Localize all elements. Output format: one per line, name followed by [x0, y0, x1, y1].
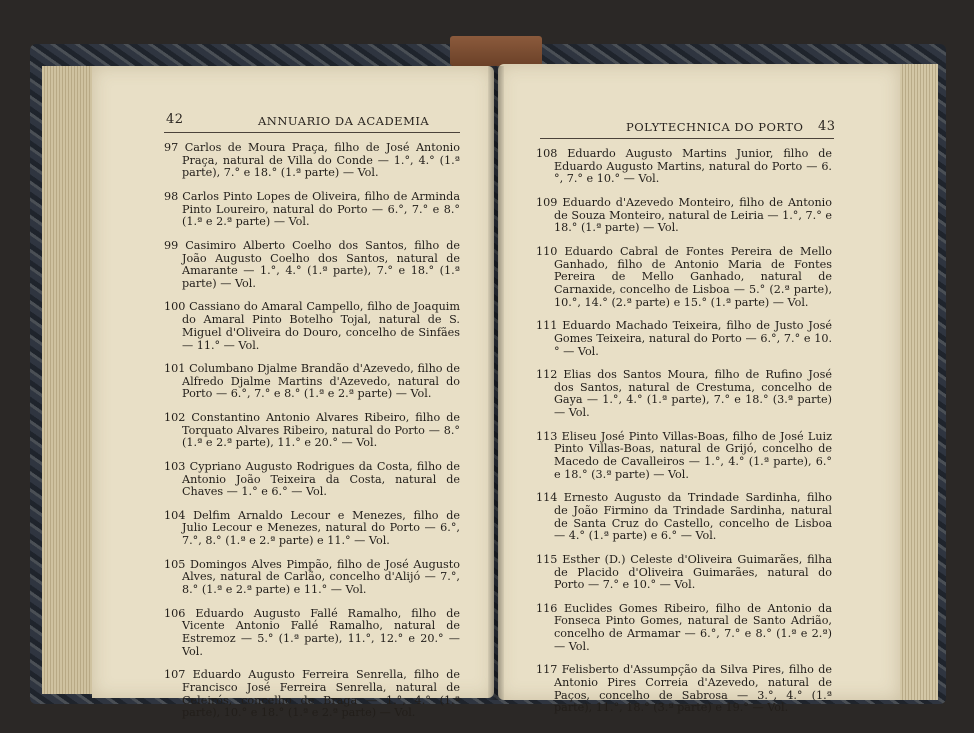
right-running-head: POLYTECHNICA DO PORTO — [626, 120, 804, 134]
entry-text: Esther (D.) Celeste d'Oliveira Guimarães, filha de Placido d'Oliveira Guimarães, natural do Porto — 7.° e 10.° — Vol. — [554, 552, 832, 592]
entry-number: 104 — [164, 508, 186, 522]
right-page-number: 43 — [818, 119, 836, 134]
entry-number: 99 — [164, 238, 179, 252]
entry-text: Eduardo Machado Teixeira, filho de Justo José Gomes Teixeira, natural do Porto — 6.°, 7.° e 10.° — Vol. — [554, 319, 832, 358]
entry-text: Casimiro Alberto Coelho dos Santos, filho de João Augusto Coelho dos Santos, natural de Amarante — 1.°, 4.° (1.ª parte), 7.° e 18.° (1.ª parte) — Vol. — [182, 238, 460, 290]
entry — [536, 320, 832, 358]
entry — [164, 142, 460, 180]
book-gutter — [488, 66, 504, 700]
entry — [536, 148, 832, 186]
entry — [536, 369, 832, 420]
entry — [164, 669, 460, 720]
entry-number: 101 — [164, 362, 186, 376]
entry-number: 102 — [164, 410, 186, 424]
entry-number: 116 — [536, 601, 558, 615]
entry-number: 111 — [536, 319, 558, 333]
entry-text: Euclides Gomes Ribeiro, filho de Antonio da Fonseca Pinto Gomes, natural de Santo Adrião, concelho de Armamar — 6.°, 7.° e 8.° (1.ª e 2.ª) — Vol. — [554, 601, 832, 653]
entry-text: Carlos Pinto Lopes de Oliveira, filho de Arminda Pinto Loureiro, natural do Porto — 6.°, 7.° e 8.° (1.ª e 2.ª parte) — Vol. — [182, 189, 461, 229]
entry-number: 106 — [164, 606, 186, 620]
entry-number: 100 — [164, 300, 186, 314]
entry-number: 108 — [536, 147, 558, 160]
entry-number: 114 — [536, 491, 558, 505]
entry — [536, 603, 832, 654]
right-header-rule — [540, 138, 834, 139]
entry-text: Eduardo Augusto Martins Junior, filho de Eduardo Augusto Martins, natural do Porto — 6.°, 7.° e 10.° — Vol. — [554, 147, 832, 186]
entry — [164, 363, 460, 401]
entry-text: Delfim Arnaldo Lecour e Menezes, filho de Julio Lecour e Menezes, natural do Porto — 6.°, 7.°, 8.° (1.ª e 2.ª parte) e 11.° — Vol. — [182, 508, 460, 548]
entry-text: Eduardo Cabral de Fontes Pereira de Mello Ganhado, filho de Antonio Maria de Fontes Pereira de Mello Ganhado, natural de Carnaxide, concelho de Lisboa — 5.° (2.ª parte), 10.°, 14.° (2.ª parte) e 15.° (1.ª parte) — Vol. — [554, 244, 832, 309]
entry-text: Constantino Antonio Alvares Ribeiro, filho de Torquato Alvares Ribeiro, natural do Porto — 8.° (1.ª e 2.ª parte), 11.° e 20.° — Vol. — [182, 410, 460, 450]
entry — [536, 197, 832, 235]
entry — [536, 664, 832, 715]
entry-number: 113 — [536, 429, 558, 443]
entry-number: 110 — [536, 244, 558, 258]
entry-text: Ernesto Augusto da Trindade Sardinha, filho de João Firmino da Trindade Sardinha, natural de Santa Cruz do Castello, concelho de Lisboa — 4.° (1.ª parte) e 6.° — Vol. — [554, 491, 832, 543]
page-edges-right — [896, 64, 938, 700]
entry-text: Elias dos Santos Moura, filho de Rufino José dos Santos, natural de Crestuma, concelho de Gaya — 1.°, 4.° (1.ª parte), 7.° e 18.° (3.ª parte) — Vol. — [554, 368, 833, 420]
right-entry-list — [536, 148, 832, 726]
left-header-rule — [164, 132, 460, 133]
entry-number: 109 — [536, 195, 558, 209]
entry — [536, 492, 832, 543]
left-running-head: ANNUARIO DA ACADEMIA — [258, 114, 430, 128]
entry-number: 115 — [536, 552, 558, 566]
entry-text: Eduardo d'Azevedo Monteiro, filho de Antonio de Souza Monteiro, natural de Leiria — 1.°, 7.° e 18.° (1.ª parte) — Vol. — [554, 195, 832, 235]
book-spine — [450, 36, 542, 66]
entry — [164, 240, 460, 291]
entry — [536, 431, 832, 482]
entry-text: Felisberto d'Assumpção da Silva Pires, filho de Antonio Pires Correia d'Azevedo, natural de Paços, concelho de Sabrosa — 3.°, 4.° (1.ª parte), 11.°, 18.° (3.ª parte) e 19.° — Vol. — [554, 663, 832, 715]
entry-text: Eliseu José Pinto Villas-Boas, filho de José Luiz Pinto Villas-Boas, natural de Grijó, concelho de Macedo de Cavalleiros — 1.°, 4.° (1.ª parte), 6.° e 18.° (3.ª parte) — Vol. — [554, 429, 832, 481]
entry-number: 105 — [164, 557, 186, 571]
entry — [164, 461, 460, 499]
entry-number: 97 — [164, 141, 179, 154]
entry — [164, 412, 460, 450]
entry-text: Eduardo Augusto Fallé Ramalho, filho de Vicente Antonio Fallé Ramalho, natural de Estremoz — 5.° (1.ª parte), 11.°, 12.° e 20.° — Vol. — [182, 606, 460, 658]
entry-number: 107 — [164, 668, 186, 682]
entry — [536, 554, 832, 592]
entry — [164, 559, 460, 597]
entry — [164, 191, 460, 229]
entry-text: Carlos de Moura Praça, filho de José Antonio Praça, natural de Villa do Conde — 1.°, 4.° (1.ª parte), 7.° e 18.° (1.ª parte) — Vol. — [182, 141, 460, 180]
entry-text: Cypriano Augusto Rodrigues da Costa, filho de Antonio João Teixeira da Costa, natural de Chaves — 1.° e 6.° — Vol. — [182, 459, 460, 499]
entry — [164, 301, 460, 352]
entry-text: Columbano Djalme Brandão d'Azevedo, filho de Alfredo Djalme Martins d'Azevedo, natural do Porto — 6.°, 7.° e 8.° (1.ª e 2.ª parte) — Vol. — [182, 362, 461, 401]
entry-number: 117 — [536, 663, 558, 677]
entry-number: 112 — [536, 368, 558, 382]
entry — [164, 608, 460, 659]
left-page-number: 42 — [166, 112, 184, 127]
entry-number: 103 — [164, 459, 186, 473]
entry-number: 98 — [164, 189, 179, 203]
entry-text: Domingos Alves Pimpão, filho de José Augusto Alves, natural de Carlão, concelho d'Alijó — 7.°, 8.° (1.ª e 2.ª parte) e 11.° — Vol. — [182, 557, 461, 597]
entry-text: Cassiano do Amaral Campello, filho de Joaquim do Amaral Pinto Botelho Tojal, natural de S. Miguel d'Oliveira do Douro, concelho de Sinfães — 11.° — Vol. — [182, 300, 460, 352]
left-entry-list — [164, 142, 460, 731]
entry-text: Eduardo Augusto Ferreira Senrella, filho de Francisco José Ferreira Senrella, natural de Celeirós, concelho de Braga — 1.°, 4.° (1.ª parte), 10.° e 18.° (1.ª e 2.ª parte) — Vol. — [182, 668, 460, 720]
entry — [536, 246, 832, 310]
entry — [164, 510, 460, 548]
